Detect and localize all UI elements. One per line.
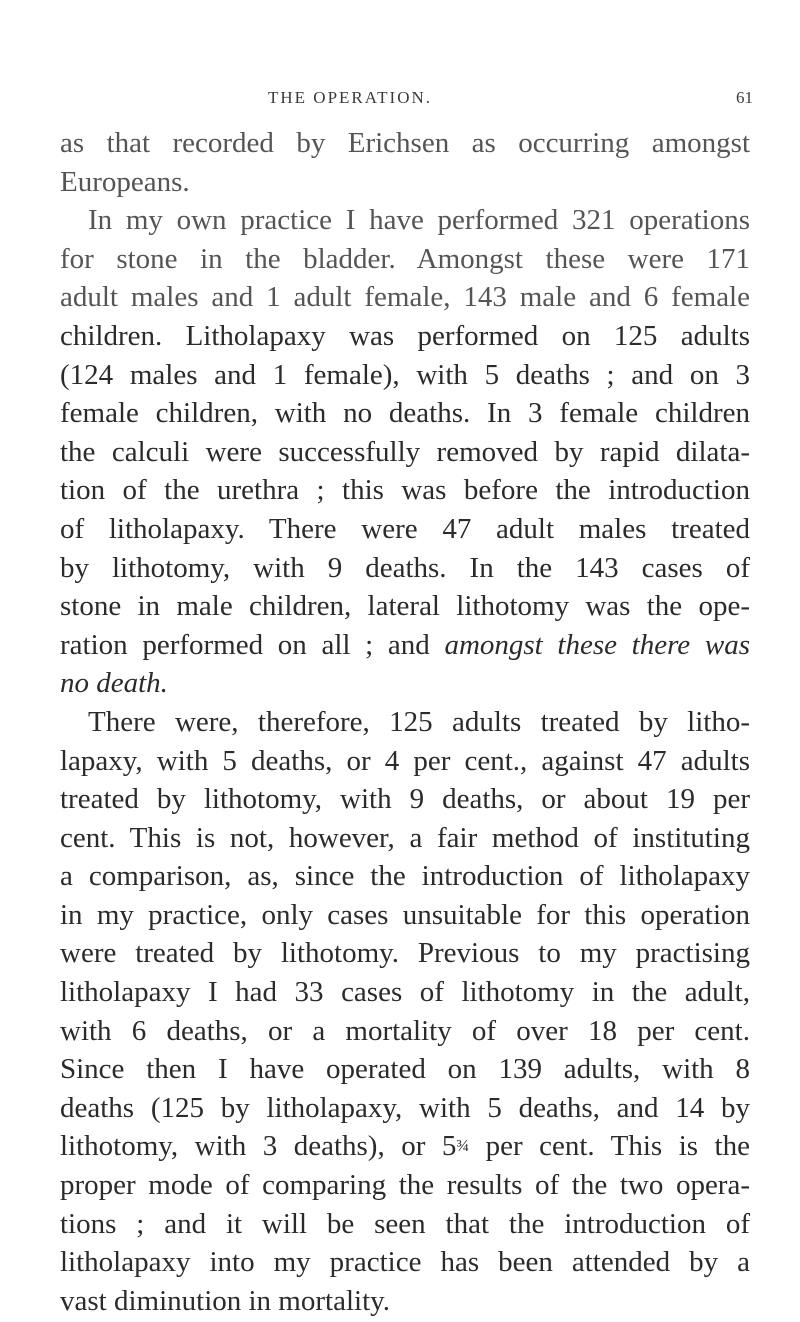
text-line bbox=[60, 1127, 750, 1166]
text-line: deaths (125 by litholapaxy, with 5 deaths, and 14 by bbox=[60, 1091, 750, 1124]
text-line: adult males and 1 adult female, 143 male and 6 female bbox=[60, 281, 750, 314]
text-line: tion of the urethra ; this was before the introduction bbox=[60, 474, 750, 507]
text-line bbox=[60, 664, 750, 703]
italic-text: amongst these there was bbox=[444, 628, 750, 661]
fraction: ¾ bbox=[456, 1136, 470, 1156]
text-line: by lithotomy, with 9 deaths. In the 143 cases of bbox=[60, 551, 750, 584]
text-line: cent. This is not, however, a fair method of instituting bbox=[60, 821, 750, 854]
text-segment: per cent. This is the bbox=[469, 1130, 750, 1163]
text-line: Since then I have operated on 139 adults, with 8 bbox=[60, 1053, 750, 1086]
text-line: treated by lithotomy, with 9 deaths, or about 19 per bbox=[60, 783, 750, 816]
text-line: tions ; and it will be seen that the introduction of bbox=[60, 1207, 750, 1240]
text-segment: lithotomy, with 3 deaths), or 5 bbox=[60, 1130, 457, 1163]
running-title: THE OPERATION. bbox=[268, 88, 432, 107]
text-line: litholapaxy I had 33 cases of lithotomy in the adult, bbox=[60, 976, 750, 1009]
italic-text: no death. bbox=[60, 667, 168, 700]
text-line: Europeans. bbox=[60, 165, 190, 198]
text-line: proper mode of comparing the results of the two opera- bbox=[60, 1169, 750, 1202]
text-line: litholapaxy into my practice has been attended by a bbox=[60, 1246, 750, 1279]
text-line: were treated by lithotomy. Previous to my practising bbox=[60, 937, 750, 970]
text-line: children. Litholapaxy was performed on 125 adults bbox=[60, 319, 750, 352]
page-number: 61 bbox=[736, 88, 753, 107]
text-segment: ration performed on all ; and bbox=[60, 628, 445, 661]
text-line: In my own practice I have performed 321 operations bbox=[88, 204, 750, 237]
text-line: female children, with no deaths. In 3 female children bbox=[60, 397, 750, 430]
text-line: lapaxy, with 5 deaths, or 4 per cent., against 47 adults bbox=[60, 744, 750, 777]
text-line: with 6 deaths, or a mortality of over 18 per cent. bbox=[60, 1014, 750, 1047]
text-line: for stone in the bladder. Amongst these were 171 bbox=[60, 242, 750, 275]
text-line: There were, therefore, 125 adults treated by litho- bbox=[88, 705, 750, 738]
text-line: in my practice, only cases unsuitable for this operation bbox=[60, 898, 750, 931]
text-line bbox=[60, 626, 750, 665]
text-line: of litholapaxy. There were 47 adult males treated bbox=[60, 512, 750, 545]
text-line: stone in male children, lateral lithotomy was the ope- bbox=[60, 590, 750, 623]
body-text bbox=[60, 124, 750, 1320]
text-line: vast diminution in mortality. bbox=[60, 1284, 390, 1317]
text-line: a comparison, as, since the introduction of litholapaxy bbox=[60, 860, 750, 893]
text-line: (124 males and 1 female), with 5 deaths ; and on 3 bbox=[60, 358, 750, 391]
text-line: as that recorded by Erichsen as occurring amongst bbox=[60, 127, 750, 159]
text-line: the calculi were successfully removed by rapid dilata- bbox=[60, 435, 750, 468]
running-head bbox=[0, 88, 800, 112]
